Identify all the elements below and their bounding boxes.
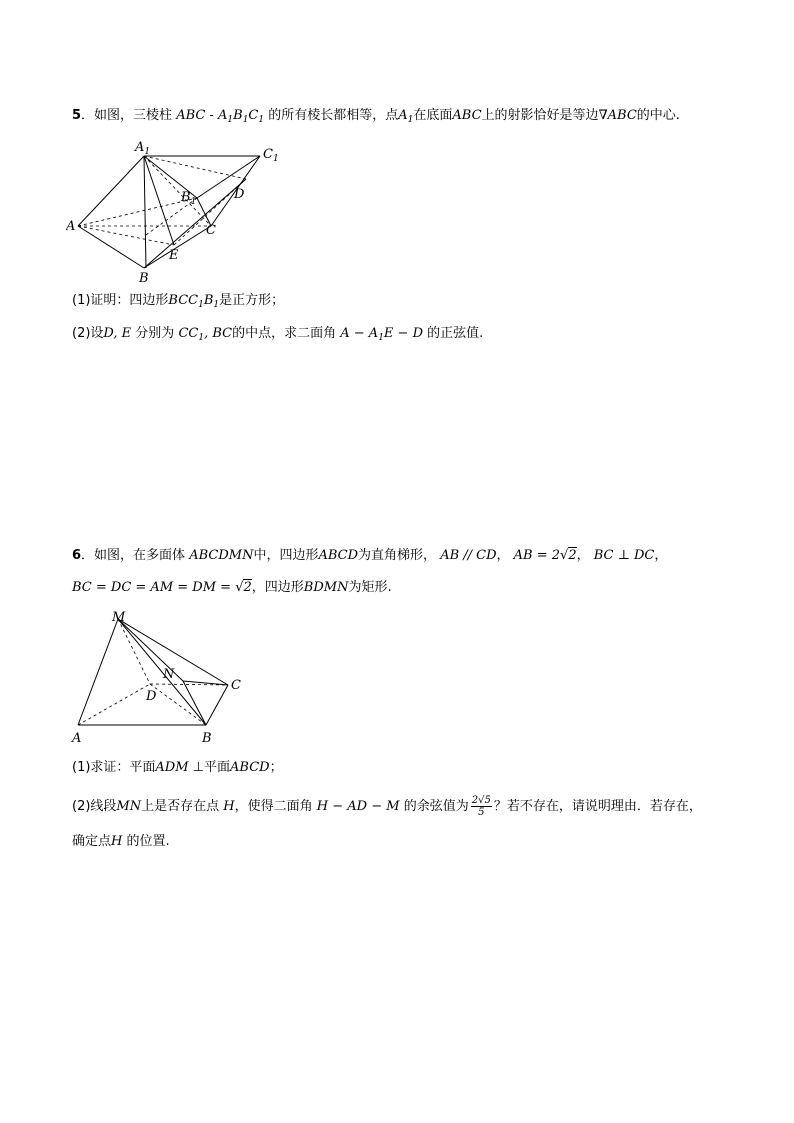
label-B: B — [202, 731, 212, 745]
problem6-part1: (1)求证：平面ADM ⊥平面ABCD； — [72, 760, 283, 775]
problem5-figure — [66, 135, 296, 285]
label-A: A — [66, 219, 76, 234]
label-E: E — [169, 248, 179, 263]
problem6-part2: (2)线段MN上是否存在点 H，使得二面角 H − AD − M 的余弦值为 $\frac{2√5}{5}$ ？若不存在，请说明理由．若存在， — [72, 795, 702, 818]
cosine-fraction: $\frac{2√5}{5}$ — [471, 795, 491, 818]
problem5-number: 5 — [72, 108, 82, 123]
problem5-part1: (1)证明：四边形$BCC_1B_1$是正方形； — [72, 293, 285, 310]
label-D: D — [146, 689, 157, 704]
problem6-part2-cont: 确定点H 的位置. — [72, 834, 170, 849]
label-A: A — [72, 731, 82, 745]
problem6-number: 6 — [72, 548, 82, 563]
label-C: C — [206, 223, 216, 238]
label-N: N — [163, 667, 175, 682]
label-C1: $C_1$ — [263, 147, 279, 164]
label-D: D — [234, 187, 245, 202]
problem6-statement-2: BC = DC = AM = DM = √2，四边形BDMN为矩形. — [72, 580, 392, 595]
problem6-figure — [66, 605, 256, 745]
problem5-part2: (2)设D, E 分别为 $CC_1$, BC的中点，求二面角 $A - A_1E - D$ 的正弦值. — [72, 326, 484, 343]
problem6-statement: 6．如图，在多面体 ABCDMN中，四边形ABCD为直角梯形， AB // CD， AB = 2√2， BC ⊥ DC， — [72, 548, 668, 563]
label-M: M — [112, 610, 126, 625]
label-B1: $B_1$ — [181, 190, 197, 207]
label-C: C — [231, 678, 241, 693]
problem5-statement: 5．如图，三棱柱 ABC - $A_1B_1C_1$ 的所有棱长都相等，点$A_1$在底面ABC上的射影恰好是等边∇ABC的中心. — [72, 108, 680, 125]
label-B: B — [139, 271, 149, 285]
label-A1: $A_1$ — [135, 140, 151, 157]
